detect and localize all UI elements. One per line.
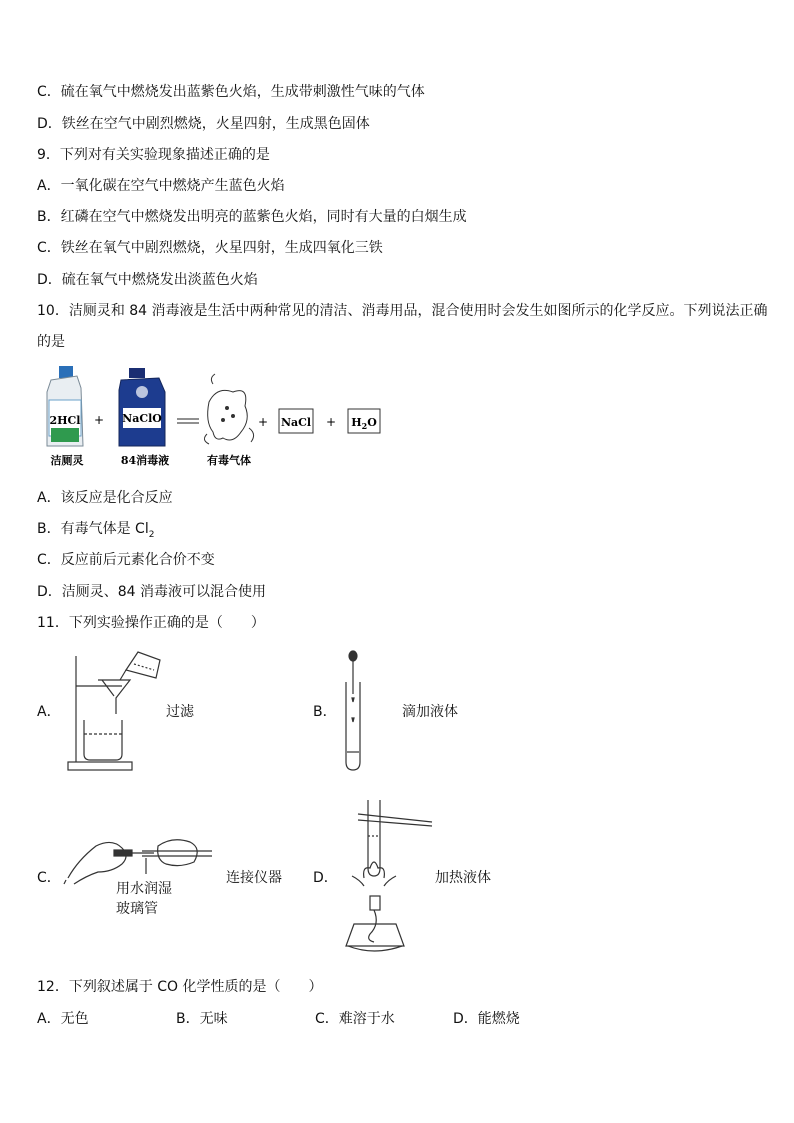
plus-sign-3: + xyxy=(325,415,337,429)
q10-stem-line1: 10．洁厕灵和 84 消毒液是生活中两种常见的清洁、消毒用品，混合使用时会发生如图所示的化学反应。下列说法正确 xyxy=(37,303,768,319)
q11-option-c-label-line1: 用水润湿 xyxy=(116,881,172,897)
q10-option-b-sub: 2 xyxy=(148,529,155,540)
bottle-1-formula: 2HCl xyxy=(49,414,81,427)
q9-stem: 9．下列对有关实验现象描述正确的是 xyxy=(37,147,270,163)
q10-option-b xyxy=(37,520,154,544)
h2o-sub: 2 xyxy=(361,421,368,431)
q8-option-d: D．铁丝在空气中剧烈燃烧，火星四射，生成黑色固体 xyxy=(37,116,370,132)
q11-option-c-label-line2: 玻璃管 xyxy=(116,901,158,917)
q10-option-b-text: B．有毒气体是 Cl xyxy=(37,521,149,537)
q11-option-c-letter: C． xyxy=(37,870,61,886)
q8-option-c: C．硫在氧气中燃烧发出蓝紫色火焰，生成带刺激性气味的气体 xyxy=(37,84,425,100)
heating-liquid-icon xyxy=(340,796,436,960)
q10-option-a: A．该反应是化合反应 xyxy=(37,490,173,506)
dropper-test-tube-icon xyxy=(336,648,370,774)
bottle-2-formula: NaClO xyxy=(122,412,162,425)
q9-option-d: D．硫在氧气中燃烧发出淡蓝色火焰 xyxy=(37,272,258,288)
q11-stem: 11．下列实验操作正确的是（ ） xyxy=(37,615,265,631)
q9-option-b: B．红磷在空气中燃烧发出明亮的蓝紫色火焰，同时有大量的白烟生成 xyxy=(37,209,467,225)
q11-option-a-letter: A． xyxy=(37,704,61,720)
nacl-formula: NaCl xyxy=(280,416,312,429)
q11-option-d-figure xyxy=(340,796,436,960)
q10-option-d: D．洁厕灵、84 消毒液可以混合使用 xyxy=(37,584,267,600)
q11-option-a-text: 过滤 xyxy=(166,704,194,720)
q11-option-b-figure xyxy=(336,648,370,774)
q12-option-d: D．能燃烧 xyxy=(453,1011,520,1027)
h2o-o: O xyxy=(367,416,377,429)
bottle-1-caption: 洁厕灵 xyxy=(50,454,84,467)
q10-option-c: C．反应前后元素化合价不变 xyxy=(37,552,215,568)
q11-option-d-letter: D． xyxy=(313,870,338,886)
q10-reaction-figure xyxy=(37,362,397,472)
q11-option-c-text: 连接仪器 xyxy=(226,870,282,886)
q12-option-a: A．无色 xyxy=(37,1011,89,1027)
q10-stem-line2: 的是 xyxy=(37,334,65,350)
toxic-gas-icon xyxy=(204,374,253,444)
h2o-h: H xyxy=(351,416,362,429)
q12-option-c: C．难溶于水 xyxy=(315,1011,395,1027)
q12-stem: 12．下列叙述属于 CO 化学性质的是（ ） xyxy=(37,979,323,995)
bottle-2-icon xyxy=(119,368,165,446)
q11-option-a-figure xyxy=(64,650,168,774)
q9-option-a: A．一氧化碳在空气中燃烧产生蓝色火焰 xyxy=(37,178,285,194)
plus-sign-1: + xyxy=(93,413,105,427)
q11-option-d-text: 加热液体 xyxy=(435,870,491,886)
q9-option-c: C．铁丝在氧气中剧烈燃烧，火星四射，生成四氧化三铁 xyxy=(37,240,383,256)
bottle-2-caption: 84消毒液 xyxy=(120,454,170,467)
filtration-apparatus-icon xyxy=(64,650,168,774)
q11-option-b-text: 滴加液体 xyxy=(402,704,458,720)
q12-option-b: B．无味 xyxy=(176,1011,228,1027)
reaction-diagram xyxy=(37,362,397,472)
plus-sign-2: + xyxy=(257,415,269,429)
q11-option-b-letter: B． xyxy=(313,704,337,720)
gas-caption: 有毒气体 xyxy=(207,454,251,467)
bottle-1-icon xyxy=(47,366,83,446)
